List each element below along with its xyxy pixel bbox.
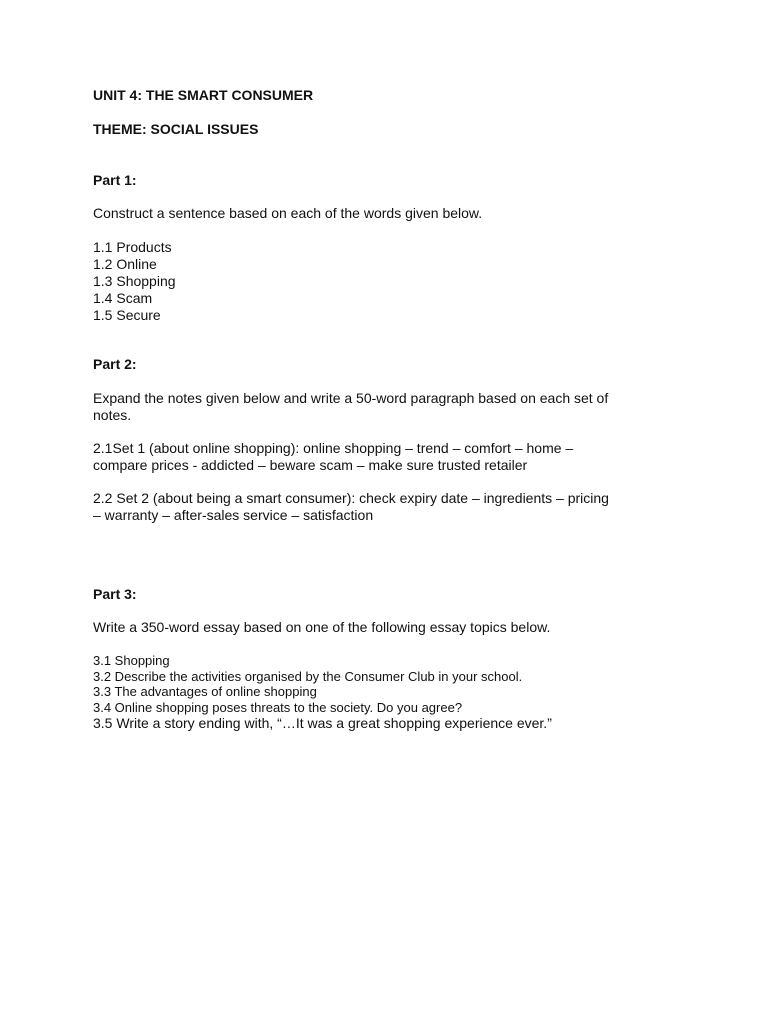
part2-set1-line2: compare prices - addicted – beware scam – make sure trusted retailer (93, 457, 528, 473)
part2-set1-line1: 2.1Set 1 (about online shopping): online shopping – trend – comfort – home – (93, 440, 574, 456)
list-item: 1.1 Products (93, 239, 172, 255)
part2-heading: Part 2: (93, 356, 137, 372)
theme-heading: THEME: SOCIAL ISSUES (93, 121, 259, 137)
part2-instruction-line1: Expand the notes given below and write a 50-word paragraph based on each set of (93, 390, 609, 406)
part3-instruction: Write a 350-word essay based on one of the following essay topics below. (93, 619, 551, 635)
part1-heading: Part 1: (93, 172, 137, 188)
part2-set2-line2: – warranty – after-sales service – satisfaction (93, 507, 374, 523)
list-item: 3.1 Shopping (93, 653, 170, 668)
list-item: 1.4 Scam (93, 290, 153, 306)
list-item: 3.2 Describe the activities organised by the Consumer Club in your school. (93, 668, 523, 684)
part2-set2-line1: 2.2 Set 2 (about being a smart consumer): check expiry date – ingredients – pricing (93, 490, 609, 506)
list-item: 3.3 The advantages of online shopping (93, 684, 317, 699)
list-item: 1.5 Secure (93, 307, 161, 323)
part1-word-list (93, 239, 176, 324)
list-item: 3.4 Online shopping poses threats to the society. Do you agree? (93, 699, 463, 715)
part2-instruction-line2: notes. (93, 407, 132, 423)
list-item: 1.2 Online (93, 256, 157, 272)
list-item: 3.5 Write a story ending with, “…It was a great shopping experience ever.” (93, 715, 552, 731)
part1-instruction: Construct a sentence based on each of the words given below. (93, 205, 483, 221)
list-item: 1.3 Shopping (93, 273, 176, 289)
unit-title: UNIT 4: THE SMART CONSUMER (93, 87, 314, 103)
part3-heading: Part 3: (93, 586, 137, 602)
part3-topic-list (93, 653, 552, 732)
